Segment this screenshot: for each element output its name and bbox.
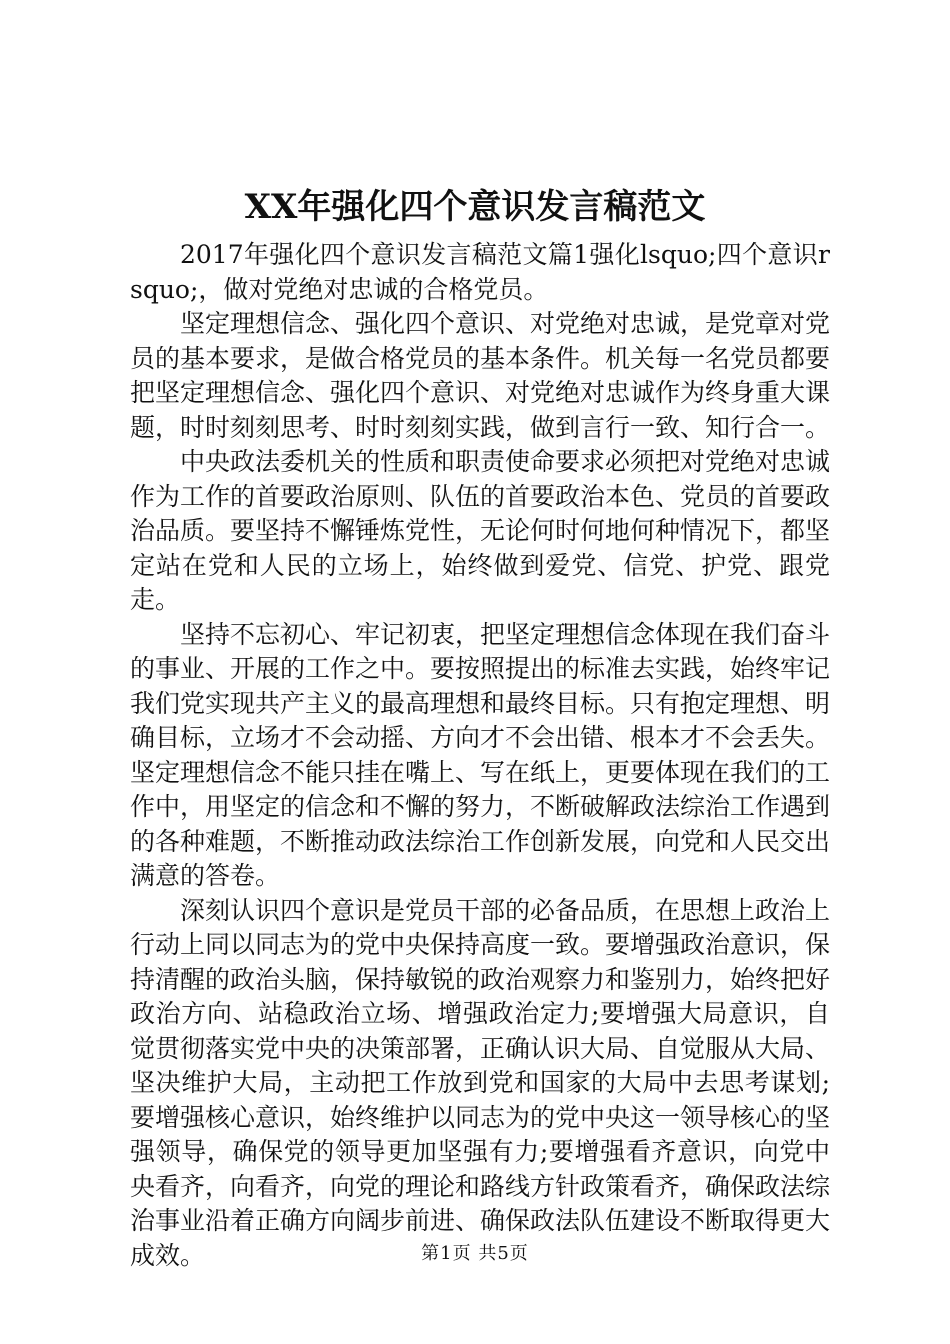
- page-number-footer: 第1页 共5页: [421, 1243, 529, 1264]
- paragraph: 坚定理想信念、强化四个意识、对党绝对忠诚，是党章对党员的基本要求，是做合格党员的基本条件。机关每一名党员都要把坚定理想信念、强化四个意识、对党绝对忠诚作为终身重大课题，时时刻刻思考、时时刻刻实践，做到言行一致、知行合一。: [130, 309, 831, 442]
- document-title: XX年强化四个意识发言稿范文: [244, 187, 706, 227]
- paragraph: 深刻认识四个意识是党员干部的必备品质，在思想上政治上行动上同以同志为的党中央保持高度一致。要增强政治意识，保持清醒的政治头脑，保持敏锐的政治观察力和鉴别力，始终把好政治方向、站稳政治立场、增强政治定力;要增强大局意识，自觉贯彻落实党中央的决策部署，正确认识大局、自觉服从大局、坚决维护大局，主动把工作放到党和国家的大局中去思考谋划;要增强核心意识，始终维护以同志为的党中央这一领导核心的坚强领导，确保党的领导更加坚强有力;要增强看齐意识，向党中央看齐，向看齐，向党的理论和路线方针政策看齐，确保政法综治事业沿着正确方向阔步前进、确保政法队伍建设不断取得更大成效。: [130, 895, 831, 1270]
- paragraph: 2017年强化四个意识发言稿范文篇1强化lsquo;四个意识rsquo;，做对党绝对忠诚的合格党员。: [130, 240, 830, 304]
- paragraph: 中央政法委机关的性质和职责使命要求必须把对党绝对忠诚作为工作的首要政治原则、队伍的首要政治本色、党员的首要政治品质。要坚持不懈锤炼党性，无论何时何地何种情况下，都坚定站在党和人民的立场上，始终做到爱党、信党、护党、跟党走。: [130, 447, 831, 614]
- document-body: [130, 238, 830, 1273]
- paragraph: 坚持不忘初心、牢记初衷，把坚定理想信念体现在我们奋斗的事业、开展的工作之中。要按照提出的标准去实践，始终牢记我们党实现共产主义的最高理想和最终目标。只有抱定理想、明确目标，立场才不会动摇、方向才不会出错、根本才不会丢失。坚定理想信念不能只挂在嘴上、写在纸上，更要体现在我们的工作中，用坚定的信念和不懈的努力，不断破解政法综治工作遇到的各种难题，不断推动政法综治工作创新发展，向党和人民交出满意的答卷。: [130, 619, 831, 890]
